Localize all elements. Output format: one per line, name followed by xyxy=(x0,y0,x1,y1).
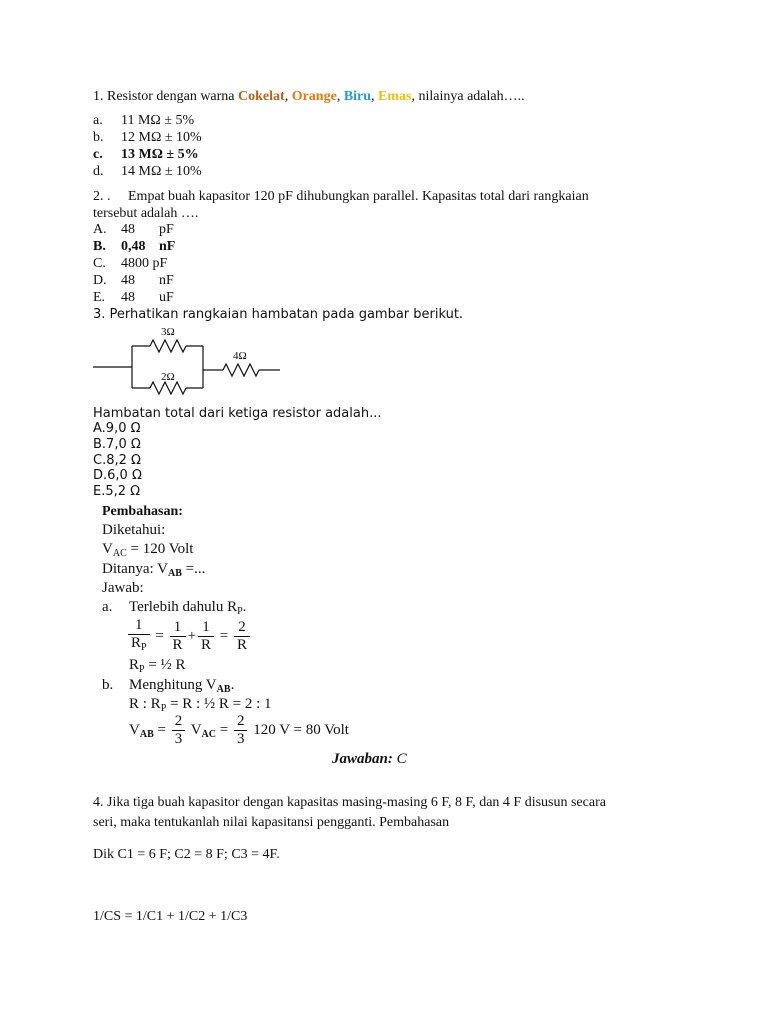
diketahui-label: Diketahui: xyxy=(102,522,166,538)
rp-result: $R_P$ = ½ R xyxy=(129,657,186,675)
color-emas: Emas xyxy=(378,89,412,104)
q3-option-e: E.5,2 Ω xyxy=(93,484,141,499)
resistor-circuit-diagram xyxy=(90,322,290,402)
q3-option-d: D.6,0 Ω xyxy=(93,468,142,483)
step-a: a. Terlebih dahulu $R_P$. xyxy=(102,599,247,617)
ditanya-line: Ditanya: $V_{AB}$ =... xyxy=(102,561,206,579)
q1-option-b: b. 12 MΩ ± 10% xyxy=(93,130,202,145)
jawab-label: Jawab: xyxy=(102,580,144,596)
q2-option-d: D. 48 nF xyxy=(93,273,174,288)
q4-stem-line2: seri, maka tentukanlah nilai kapasitansi pengganti. Pembahasan xyxy=(93,815,450,830)
vac-given: $V_{AC} = 120$ Volt xyxy=(102,541,194,559)
q1-option-a: a. 11 MΩ ± 5% xyxy=(93,113,195,128)
q1-stem: 1. Resistor dengan warna Cokelat, Orange, Biru, Emas, nilainya adalah….. xyxy=(93,89,525,104)
color-cokelat: Cokelat xyxy=(238,89,285,104)
r-bottom-label: 2Ω xyxy=(161,371,175,383)
q3-intro: 3. Perhatikan rangkaian hambatan pada gambar berikut. xyxy=(93,307,464,322)
q2-stem-line2: tersebut adalah …. xyxy=(93,206,199,221)
q3-option-a: A.9,0 Ω xyxy=(93,421,141,436)
q3-option-b: B.7,0 Ω xyxy=(93,437,141,452)
equation-parallel: $\frac{1}{R_P}$ = $\frac{1}{R}$ + $\frac{1}{R}$ = $\frac{2}{R}$ xyxy=(126,617,252,656)
q1-option-c: c. 13 MΩ ± 5% xyxy=(93,147,199,162)
r-series-label: 4Ω xyxy=(233,350,247,362)
q2-option-e: E. 48 uF xyxy=(93,290,174,305)
q1-option-d: d. 14 MΩ ± 10% xyxy=(93,164,202,179)
q2-option-b: B. 0,48 nF xyxy=(93,239,176,254)
q4-stem-line1: 4. Jika tiga buah kapasitor dengan kapasitas masing-masing 6 F, 8 F, dan 4 F disusun secara xyxy=(93,795,606,810)
ratio-line: R : $R_P = R$ : ½ R = 2 : 1 xyxy=(129,696,272,714)
step-b: b. Menghitung $V_{AB}$. xyxy=(102,677,235,695)
pembahasan-title: Pembahasan: xyxy=(102,504,183,519)
color-biru: Biru xyxy=(343,89,372,104)
r-top-label: 3Ω xyxy=(161,326,175,338)
color-orange: Orange xyxy=(291,89,337,104)
q4-formula: 1/CS = 1/C1 + 1/C2 + 1/C3 xyxy=(93,909,248,924)
q2-stem-line1: 2. . Empat buah kapasitor 120 pF dihubungkan parallel. Kapasitas total dari rangkaian xyxy=(93,189,589,204)
q3-option-c: C.8,2 Ω xyxy=(93,453,141,468)
q4-dik: Dik C1 = 6 F; C2 = 8 F; C3 = 4F. xyxy=(93,847,280,862)
q2-option-c: C. 4800 pF xyxy=(93,256,168,271)
final-answer: Jawaban: C xyxy=(332,751,407,767)
equation-vab: $V_{AB}$ = $\frac{2}{3}$ $V_{AC}$ = $\frac{2}{3}$ 120 V = 80 Volt xyxy=(129,713,349,747)
q2-option-a: A. 48 pF xyxy=(93,222,174,237)
q3-question: Hambatan total dari ketiga resistor adalah... xyxy=(93,406,382,421)
